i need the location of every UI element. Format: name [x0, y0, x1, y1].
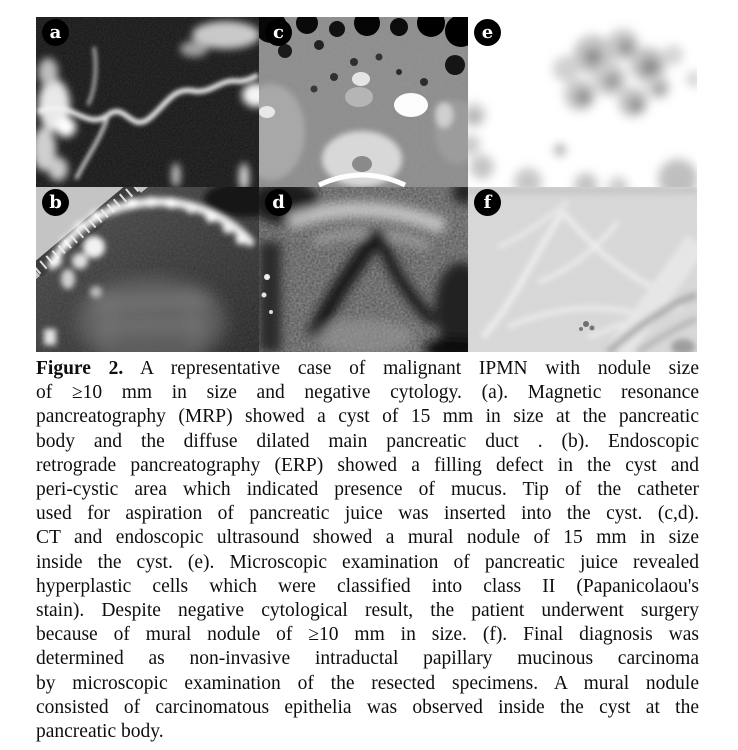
panel-label-d: d [265, 189, 292, 216]
figure-number-label: Figure 2. [36, 358, 124, 379]
figure-caption [36, 357, 699, 744]
caption-line: retrograde pancreatography (ERP) showed a filling defect in the cyst and [36, 454, 699, 476]
erp-image [36, 187, 259, 352]
figure-panel-e [468, 17, 697, 187]
caption-line: pancreatic body. [36, 721, 164, 743]
caption-line: used for aspiration of pancreatic juice was inserted into the cyst. (c,d). [36, 503, 699, 525]
cytology-image [468, 17, 697, 187]
caption-line: hyperplastic cells which were classified into class II (Papanicolaou's [36, 575, 699, 597]
caption-line: body and the diffuse dilated main pancreatic duct . (b). Endoscopic [36, 430, 699, 452]
figure-panel-b [36, 187, 259, 352]
panel-label-f: f [474, 189, 501, 216]
figure-panel-f [468, 187, 697, 352]
ultrasound-image [259, 187, 468, 352]
caption-line: inside the cyst. (e). Microscopic examination of pancreatic juice revealed [36, 551, 699, 573]
caption-line: peri-cystic area which indicated presence of mucus. Tip of the catheter [36, 479, 699, 501]
panel-label-a: a [42, 19, 69, 46]
figure-panel-a [36, 17, 259, 187]
caption-line: CT and endoscopic ultrasound showed a mural nodule of 15 mm in size [36, 527, 699, 549]
caption-line: pancreatography (MRP) showed a cyst of 15 mm in size at the pancreatic [36, 406, 699, 428]
panel-label-b: b [42, 189, 69, 216]
histology-image [468, 187, 697, 352]
mrp-image [36, 17, 259, 187]
caption-line: by microscopic examination of the resected specimens. A mural nodule [36, 672, 699, 694]
panel-label-e: e [474, 19, 501, 46]
panel-label-c: c [265, 19, 292, 46]
caption-line [36, 357, 699, 381]
caption-line: of ≥10 mm in size and negative cytology. (a). Magnetic resonance [36, 382, 699, 404]
ct-image [259, 17, 468, 187]
caption-line: because of mural nodule of ≥10 mm in size. (f). Final diagnosis was [36, 624, 699, 646]
caption-text: A representative case of malignant IPMN with nodule size [139, 358, 699, 379]
figure-panel-c [259, 17, 468, 187]
caption-line: consisted of carcinomatous epithelia was observed inside the cyst at the [36, 696, 699, 718]
caption-line: determined as non-invasive intraductal papillary mucinous carcinoma [36, 648, 699, 670]
figure-panel-d [259, 187, 468, 352]
caption-line: stain). Despite negative cytological result, the patient underwent surgery [36, 600, 699, 622]
